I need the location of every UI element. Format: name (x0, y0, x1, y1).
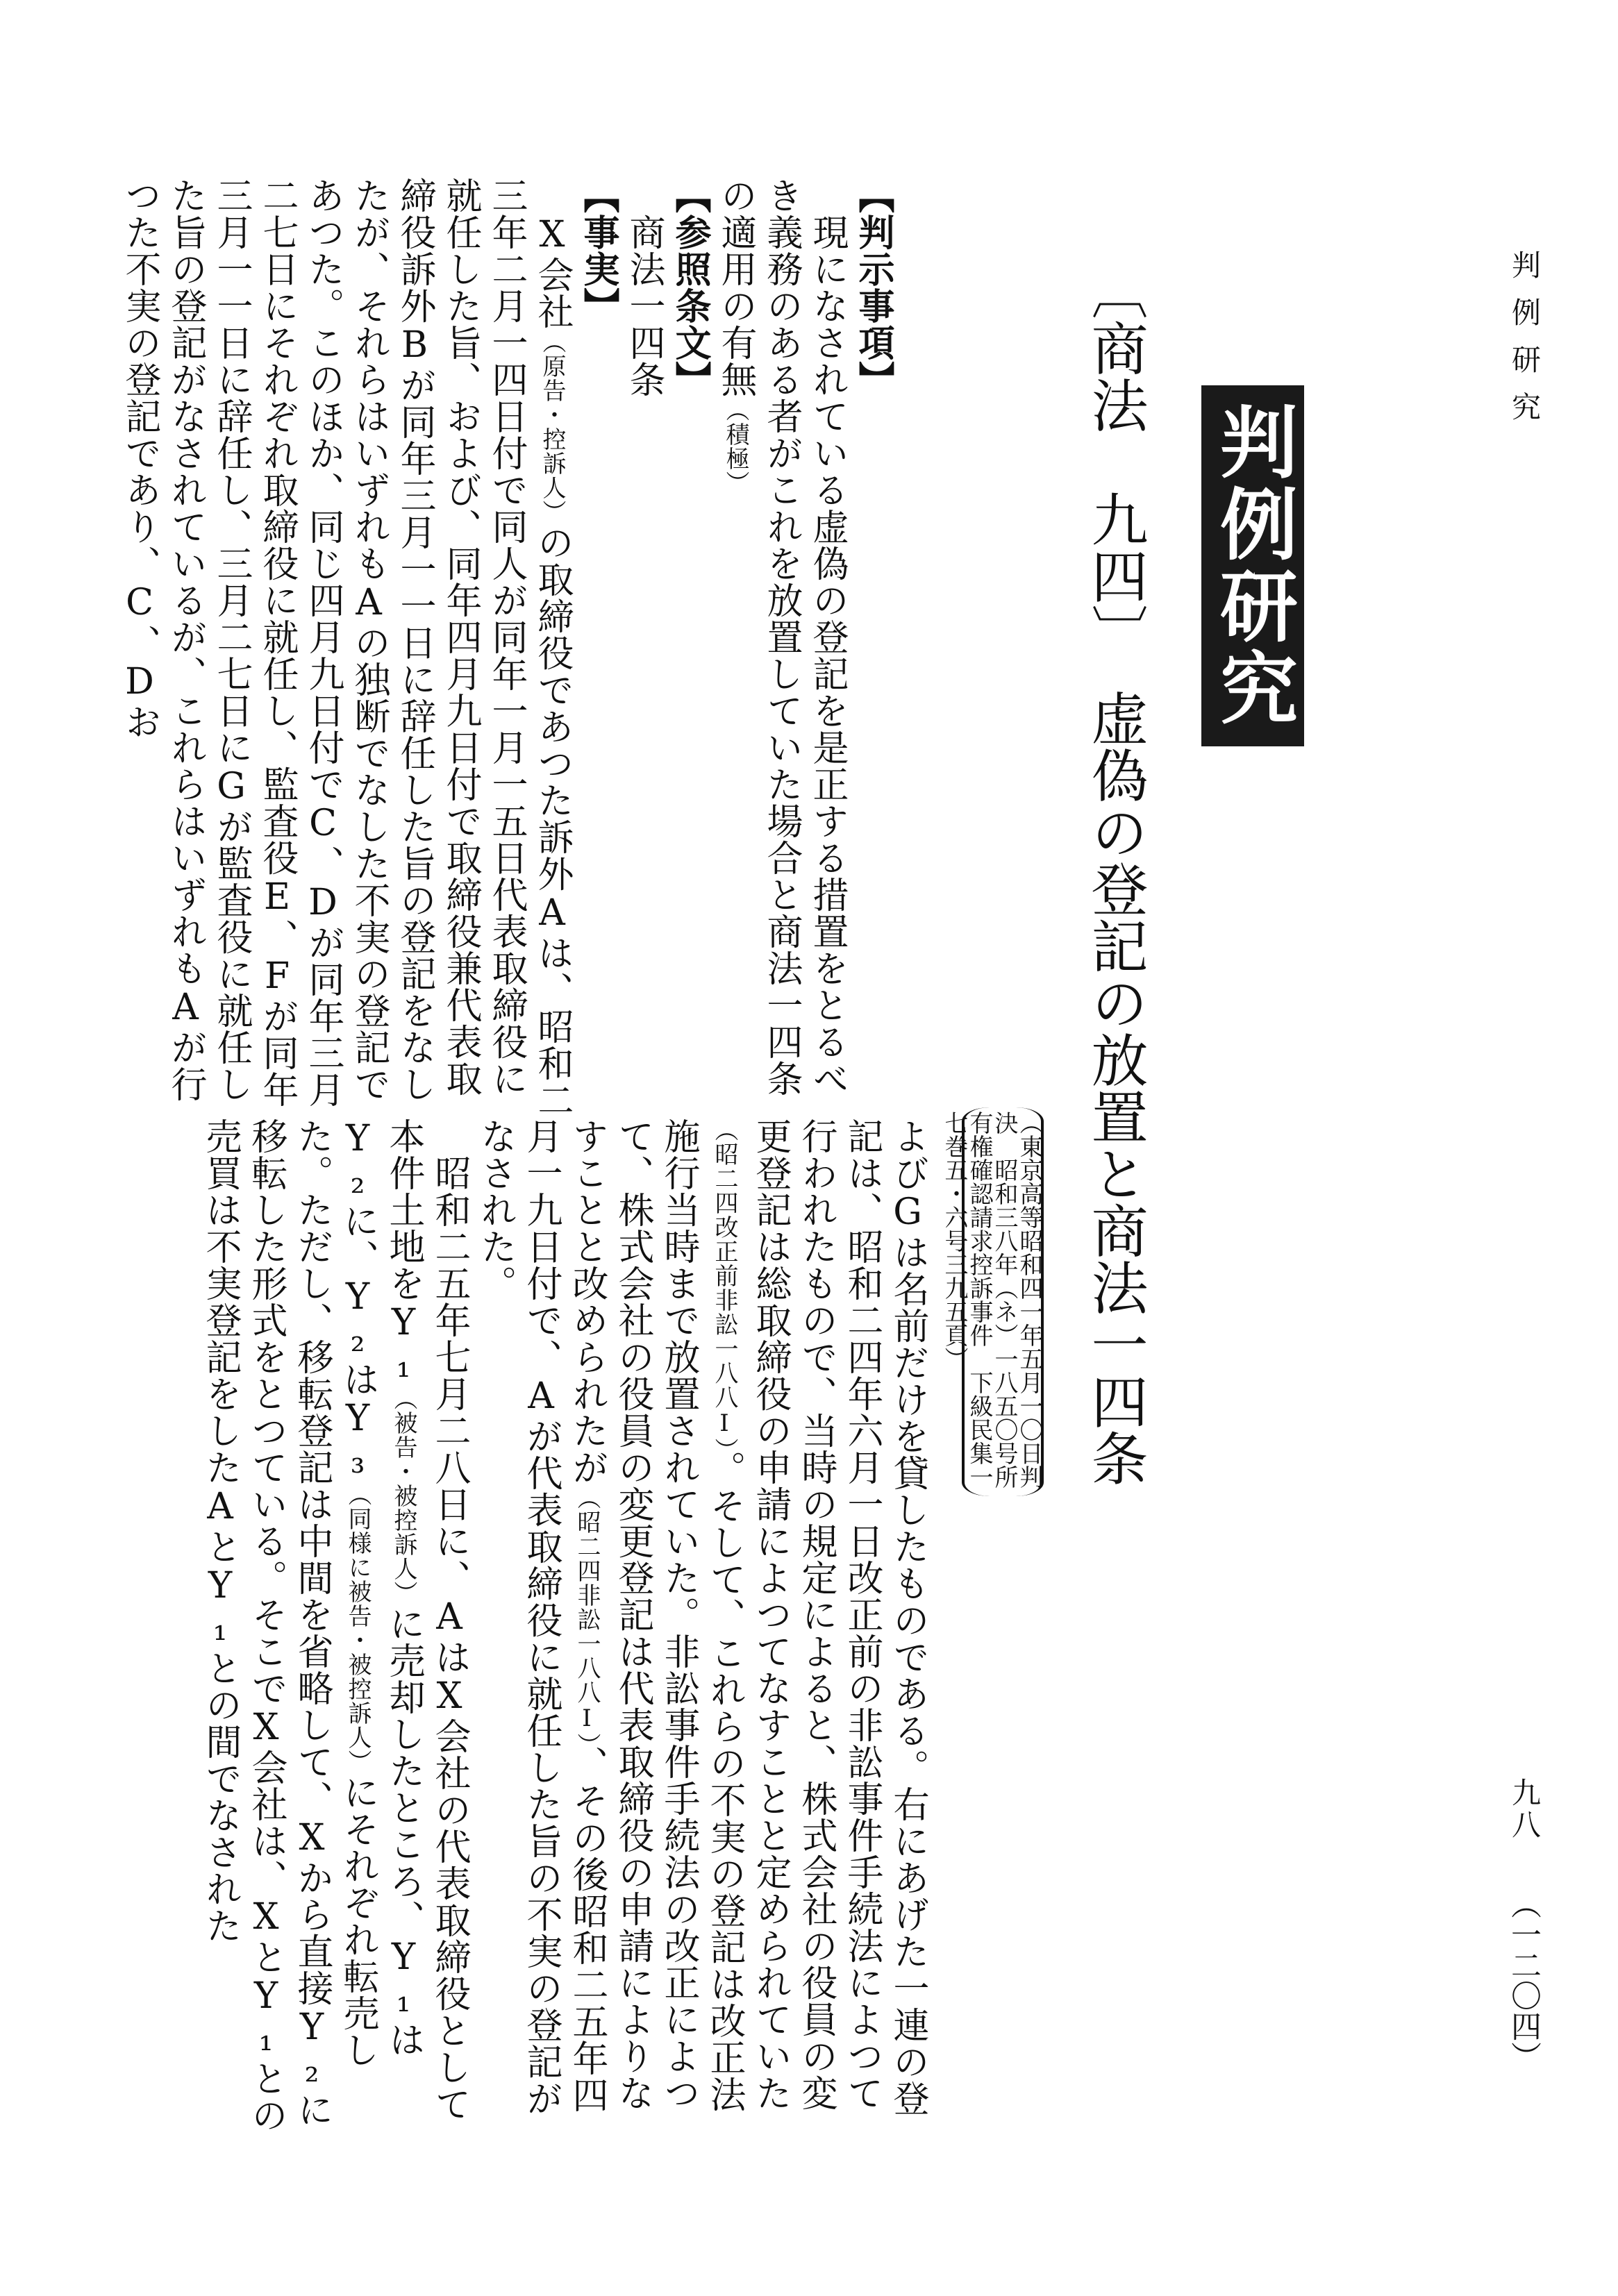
facts-note: （原告・控訴人） (538, 330, 566, 524)
title-stamp (1201, 385, 1304, 746)
facts-part-a: X会社 (531, 214, 573, 330)
p1-note-1: （昭二四改正前非訟一八八Ⅰ） (710, 1118, 738, 1450)
p2-part-c: にそれぞれ転売した。ただし、移転登記は中間を省略して、Xから直接Y₂に移転した形式をとつている。そこでX会社は、XとY₁との売買は不実登記をしたAとY₁との間でなされた (199, 1118, 378, 2134)
reference-heading: 【参照条文】 (669, 177, 710, 398)
facts-part-b: の取締役であつた訴外Aは、昭和二三年二月一四日付で同人が同年一月一五日代表取締役に就任した旨、および、同年四月九日付で取締役兼代表取締役訴外Bが同年三月一一日に辞任した旨の登記をなしたが、それらはいずれもAの独断でなした不実の登記であつた。このほか、同じ四月九日付でC、Dが同年三月二七日にそれぞれ取締役に就任し、監査役E、Fが同年三月一一日に辞任し、三月二七日にGが監査役に就任した旨の登記がなされているが、これらはいずれもAが行つた不実の登記であり、C、Dお (119, 177, 573, 1118)
lower-body (160, 1118, 931, 2138)
p2-note-2: （同様に被告・被控訴人） (344, 1482, 372, 1774)
reference-body: 商法一四条 (623, 214, 665, 398)
holding-text (712, 177, 850, 1128)
p1-part-c: 、その後昭和二五年四月一九日付で、Aが代表取締役に就任した旨の不実の登記がなされた。 (474, 1118, 608, 2117)
lower-paragraph-1 (472, 1118, 931, 2138)
running-head: 判例研究 (1508, 250, 1542, 439)
p1-part-b: 。そして、これらの不実の登記は改正法施行当時まで放置されていた。非訟事件手続法の改正によつて、株式会社の役員の変更登記は代表取締役の申請によりなすことと改められたが (566, 1118, 745, 2113)
title-stamp-text: 判例研究 (1207, 402, 1298, 730)
p2-part-b: に売却したところ、Y₁はY₂に、Y₂はY₃ (337, 1118, 424, 2058)
article-heading: 〔商法 九四〕 虚偽の登記の放置と商法一四条 (1082, 262, 1148, 1486)
court-info: （東京高等昭和四一年五月一〇日判決 昭和三八年（ネ）一八五〇号所有権確認請求控訴事件 下級民集一七巻五・六号三九五頁） (940, 1111, 1043, 1489)
p2-note-1: （被告・被控訴人） (390, 1386, 417, 1605)
p1-note-2: （昭二四非訟一八八Ⅰ） (573, 1486, 601, 1745)
holding-body: 現になされている虚偽の登記を是正する措置をとるべき義務のある者がこれを放置していた場合と商法一四条の適用の有無 (715, 177, 848, 1097)
facts-heading: 【事実】 (577, 177, 619, 324)
reference-text (621, 177, 667, 1128)
holding-heading: 【判示事項】 (852, 177, 894, 398)
facts-text (117, 177, 575, 1128)
p1-part-a: よびGは名前だけを貸したものである。右にあげた一連の登記は、昭和二四年六月一日改正前の非訟事件手続法によつて行われたもので、当時の規定によると、株式会社の役員の変更登記は総取締役の申請によつてなすことと定められていた (749, 1118, 928, 2117)
page-number: 九八 (1508, 1777, 1542, 1841)
p2-part-a: 昭和二五年七月二八日に、AはX会社の代表取締役として本件土地をY₁ (383, 1118, 470, 2122)
page-number-total: （一二〇四） (1506, 1888, 1541, 2072)
lower-paragraph-2 (197, 1118, 472, 2138)
holding-note: （積極） (722, 398, 749, 495)
upper-body (119, 177, 896, 1128)
